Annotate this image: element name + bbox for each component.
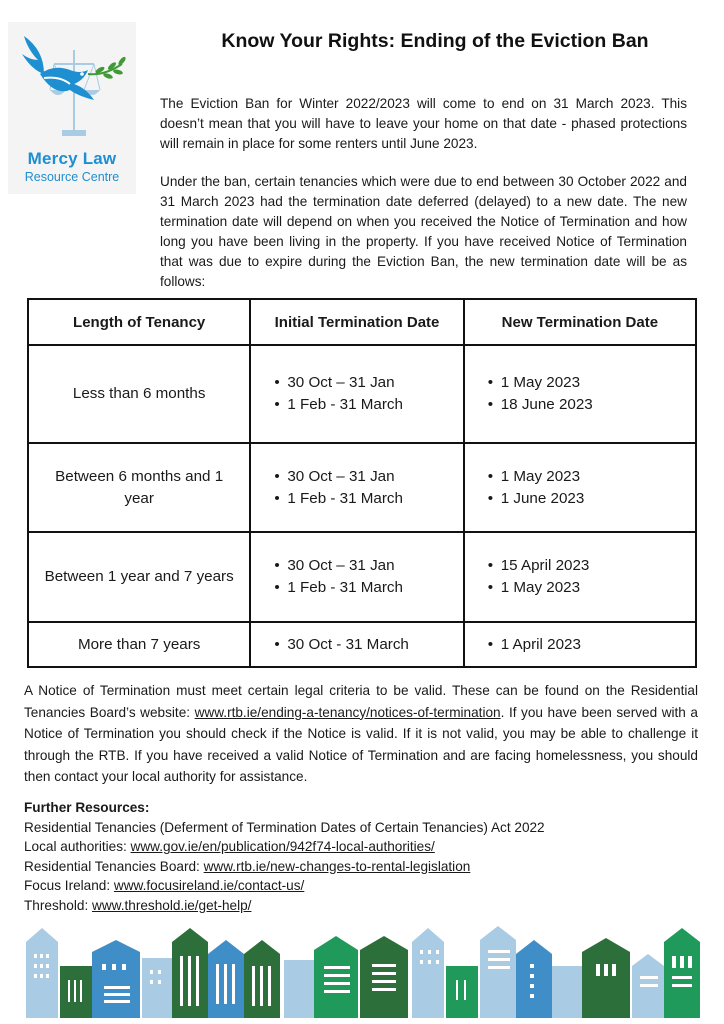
further-resources bbox=[24, 798, 545, 915]
table-row bbox=[28, 443, 696, 532]
tenancy-length-cell: Between 6 months and 1 year bbox=[28, 443, 250, 532]
date-item: • 1 May 2023 bbox=[501, 466, 695, 488]
resource-label: Local authorities: bbox=[24, 839, 131, 854]
date-item: • 18 June 2023 bbox=[501, 394, 695, 416]
resource-label: Threshold: bbox=[24, 897, 93, 913]
termination-dates-table bbox=[27, 298, 697, 668]
rtb-legislation-link[interactable]: www.rtb.ie/new-changes-to-rental-legislation bbox=[203, 858, 471, 874]
initial-date-cell bbox=[250, 345, 463, 443]
resource-item bbox=[24, 857, 545, 877]
notice-paragraph bbox=[24, 680, 698, 788]
tenancy-length-cell: More than 7 years bbox=[28, 622, 250, 667]
mercy-law-logo bbox=[8, 22, 136, 194]
city-skyline-illustration bbox=[0, 920, 724, 1024]
tenancy-length-cell: Less than 6 months bbox=[28, 345, 250, 443]
focus-ireland-link[interactable]: www.focusireland.ie/contact-us/ bbox=[113, 878, 305, 893]
resource-label: Residential Tenancies Board: bbox=[24, 858, 204, 874]
date-item: • 1 May 2023 bbox=[501, 372, 695, 394]
header-initial-termination-date: Initial Termination Date bbox=[250, 299, 463, 345]
resource-item bbox=[24, 896, 545, 916]
date-item: • 1 June 2023 bbox=[501, 488, 695, 510]
new-date-cell bbox=[464, 532, 696, 622]
notice-text-after: . If you have been served with a Notice of Termination you should check if the Notice is valid. If it is not valid, you may be able to challenge it through the RTB. If you have received a valid Notice of Termination and are facing homelessness, you should then contact your local authority for assistance. bbox=[24, 704, 698, 784]
dove-scales-icon bbox=[14, 30, 130, 148]
table-row bbox=[28, 345, 696, 443]
resources-heading: Further Resources: bbox=[24, 800, 150, 815]
date-item: • 1 Feb - 31 March bbox=[287, 394, 462, 416]
date-item: • 30 Oct – 31 Jan bbox=[287, 466, 462, 488]
new-date-cell bbox=[464, 345, 696, 443]
resource-label: Focus Ireland: bbox=[24, 878, 114, 893]
notice-text-before: A Notice of Termination must meet certain legal criteria to be valid. These can be found on the Residential Tenancies Board’s website: bbox=[24, 683, 698, 720]
table-row bbox=[28, 532, 696, 622]
local-authorities-link[interactable]: www.gov.ie/en/publication/942f74-local-authorities/ bbox=[130, 839, 435, 854]
date-item: • 1 April 2023 bbox=[501, 634, 695, 656]
date-item: • 1 May 2023 bbox=[501, 577, 695, 599]
intro-paragraph-2: Under the ban, certain tenancies which were due to end between 30 October 2022 and 31 March 2023 had the termination date deferred (delayed) to a new date. The new termination date will depend on when you received the Notice of Termination and how long you have been living in the property. If you have received Notice of Termination that was due to expire during the Eviction Ban, the new termination date will be as follows: bbox=[160, 174, 687, 289]
resource-item bbox=[24, 876, 545, 896]
new-date-cell bbox=[464, 443, 696, 532]
date-item: • 30 Oct – 31 Jan bbox=[287, 555, 462, 577]
intro-paragraph-1: The Eviction Ban for Winter 2022/2023 will come to end on 31 March 2023. This doesn’t mean that you will have to leave your home on that date - phased protections will remain in place for some renters until June 2023. bbox=[160, 96, 687, 151]
initial-date-cell bbox=[250, 443, 463, 532]
new-date-cell bbox=[464, 622, 696, 667]
date-item: • 30 Oct - 31 March bbox=[287, 634, 462, 656]
table-header-row bbox=[28, 299, 696, 345]
initial-date-cell bbox=[250, 622, 463, 667]
page-title: Know Your Rights: Ending of the Eviction Ban bbox=[221, 30, 649, 52]
rtb-notices-link[interactable]: www.rtb.ie/ending-a-tenancy/notices-of-termination bbox=[194, 704, 501, 720]
logo-subtitle: Resource Centre bbox=[24, 170, 120, 184]
initial-date-cell bbox=[250, 532, 463, 622]
resources-act: Residential Tenancies (Deferment of Termination Dates of Certain Tenancies) Act 2022 bbox=[24, 819, 545, 835]
threshold-link[interactable]: www.threshold.ie/get-help/ bbox=[92, 897, 252, 913]
header-length-of-tenancy: Length of Tenancy bbox=[28, 299, 250, 345]
date-item: • 1 Feb - 31 March bbox=[287, 577, 462, 599]
header-new-termination-date: New Termination Date bbox=[464, 299, 696, 345]
date-item: • 1 Feb - 31 March bbox=[287, 488, 462, 510]
tenancy-length-cell: Between 1 year and 7 years bbox=[28, 532, 250, 622]
table-row bbox=[28, 622, 696, 667]
logo-name: Mercy Law bbox=[27, 149, 117, 168]
resource-item bbox=[24, 837, 545, 857]
date-item: • 15 April 2023 bbox=[501, 555, 695, 577]
date-item: • 30 Oct – 31 Jan bbox=[287, 372, 462, 394]
